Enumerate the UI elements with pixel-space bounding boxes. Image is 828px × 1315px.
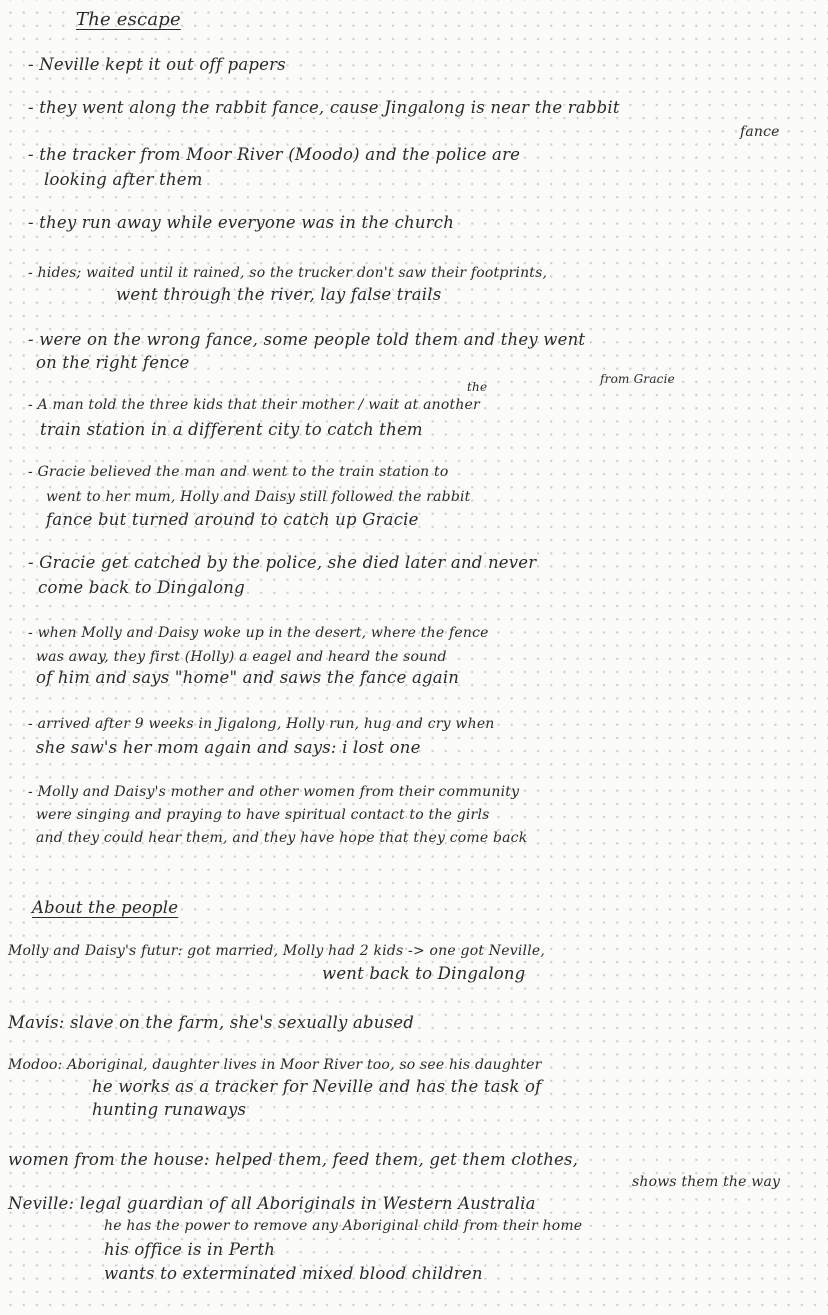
- about-line: hunting runaways: [92, 1100, 247, 1119]
- about-line: Mavis: slave on the farm, she's sexually abused: [8, 1013, 415, 1032]
- note-line: of him and says "home" and saws the fance again: [36, 668, 460, 687]
- about-line: he has the power to remove any Aboriginal child from their home: [104, 1218, 583, 1234]
- note-line: were singing and praying to have spiritual contact to the girls: [36, 807, 490, 823]
- note-line: - hides; waited until it rained, so the trucker don't saw their footprints,: [28, 265, 548, 281]
- page-title: The escape: [76, 9, 181, 30]
- note-line: went to her mum, Holly and Daisy still followed the rabbit: [46, 489, 471, 505]
- note-line: - Gracie get catched by the police, she died later and never: [28, 553, 537, 572]
- about-line: women from the house: helped them, feed them, get them clothes,: [8, 1150, 579, 1169]
- note-line: come back to Dingalong: [38, 578, 245, 597]
- about-line: went back to Dingalong: [322, 964, 526, 983]
- note-line: - they went along the rabbit fance, cause Jingalong is near the rabbit: [28, 98, 620, 117]
- about-line: wants to exterminated mixed blood children: [104, 1264, 483, 1283]
- note-line: - Gracie believed the man and went to the train station to: [28, 464, 449, 480]
- note-line: went through the river, lay false trails: [116, 285, 442, 304]
- note-line: on the right fence: [36, 353, 190, 372]
- about-line: shows them the way: [632, 1174, 781, 1190]
- note-line: fance: [740, 124, 780, 140]
- note-line: and they could hear them, and they have hope that they come back: [36, 830, 528, 846]
- note-line: fance but turned around to catch up Gracie: [46, 510, 419, 529]
- note-line: - Neville kept it out off papers: [28, 55, 286, 74]
- note-line: - were on the wrong fance, some people told them and they went: [28, 330, 586, 349]
- note-line: - the tracker from Moor River (Moodo) and the police are: [28, 145, 521, 164]
- about-line: Molly and Daisy's futur: got married, Molly had 2 kids -> one got Neville,: [8, 943, 546, 959]
- section-title-about: About the people: [32, 898, 179, 917]
- about-line: Neville: legal guardian of all Aboriginals in Western Australia: [8, 1194, 536, 1213]
- note-line: - when Molly and Daisy woke up in the desert, where the fence: [28, 625, 489, 641]
- note-line: was away, they first (Holly) a eagel and heard the sound: [36, 649, 447, 665]
- note-insert: from Gracie: [600, 372, 675, 386]
- note-line: looking after them: [44, 170, 203, 189]
- note-line: - arrived after 9 weeks in Jigalong, Holly run, hug and cry when: [28, 716, 495, 732]
- note-line: - Molly and Daisy's mother and other women from their community: [28, 784, 520, 800]
- about-line: he works as a tracker for Neville and has the task of: [92, 1077, 542, 1096]
- note-line: - A man told the three kids that their mother / wait at another: [28, 397, 480, 413]
- about-line: his office is in Perth: [104, 1240, 276, 1259]
- note-line: - they run away while everyone was in the church: [28, 213, 455, 232]
- note-line: train station in a different city to catch them: [40, 420, 423, 439]
- note-insert: the: [467, 380, 488, 394]
- about-line: Modoo: Aboriginal, daughter lives in Moor River too, so see his daughter: [8, 1057, 542, 1073]
- note-line: she saw's her mom again and says: i lost one: [36, 738, 421, 757]
